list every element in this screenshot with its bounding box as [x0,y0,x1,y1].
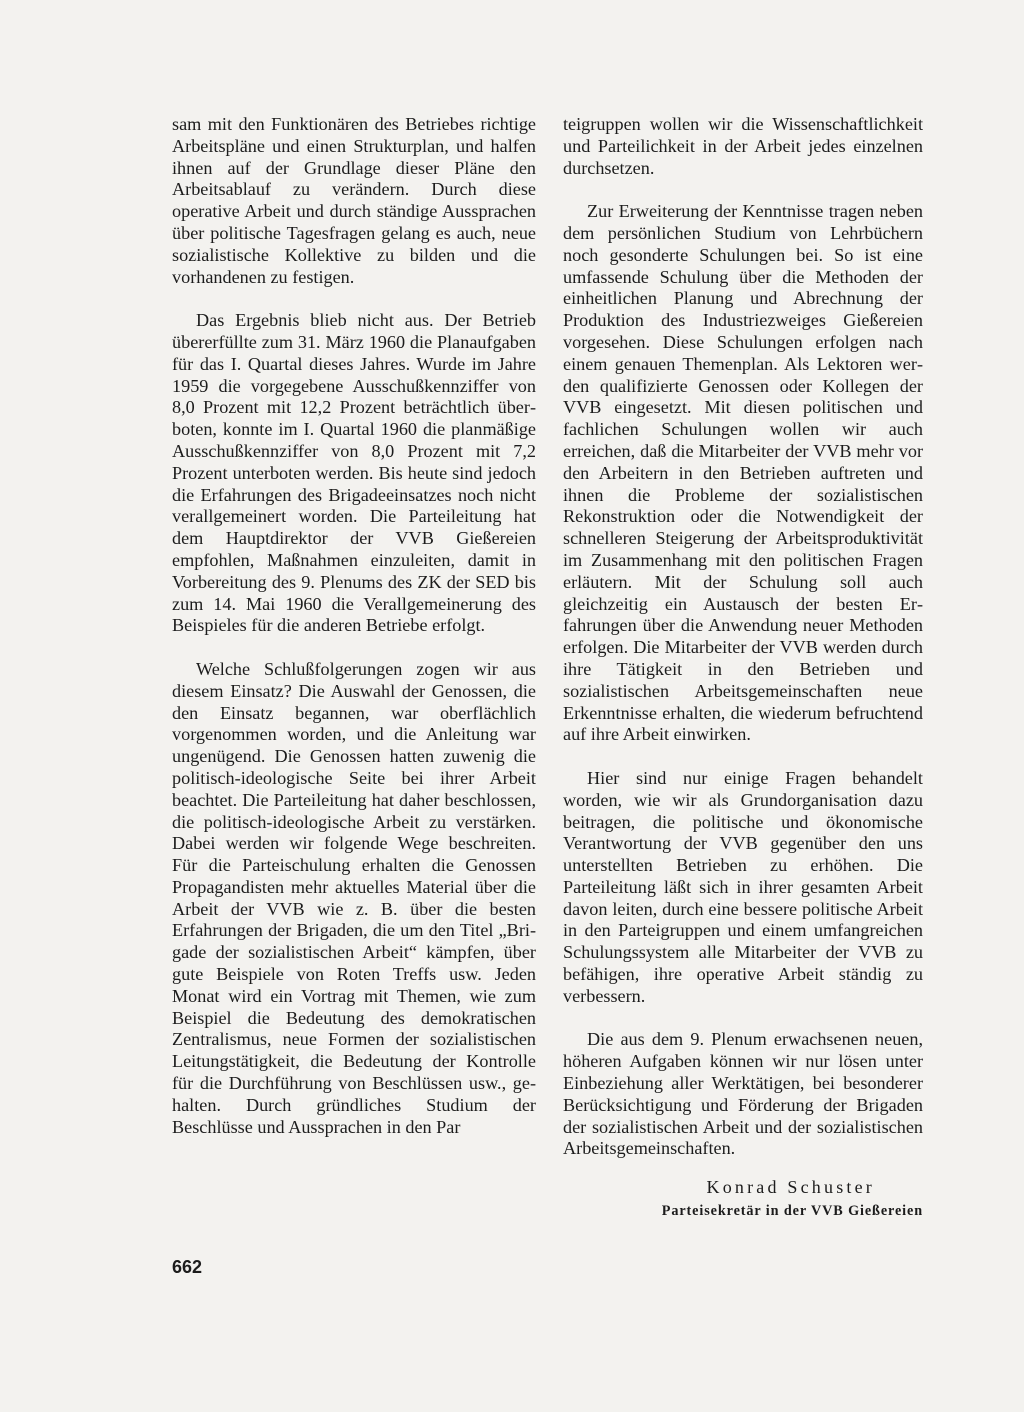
paragraph-4: teigruppen wollen wir die Wissenschaftlichkeit und Parteilichkeit in der Arbeit jedes einzelnen durchsetzen. [563,114,923,178]
paragraph-3: Welche Schlußfolgerungen zogen wir aus diesem Einsatz? Die Auswahl der Genossen, die den Einsatz begannen, war oberflächlich vorgenommen worden, und die Anleitung war ungenügend. Die Genossen hatten zuwenig die politisch-ideologische Seite bei ihrer Arbeit beachtet. Die Parteileitung hat daher beschlossen, die politisch-ideologische Arbeit zu verstärken. Dabei werden wir folgende Wege beschreiten. Für die Parteischulung erhalten die Genossen Propagandisten mehr aktuelles Material über die Arbeit der VVB wie z. B. über die besten Erfahrungen der Brigaden, die um den Titel „Brigade der sozialistischen Arbeit“ kämpfen, über gute Beispiele von Roten Treffs usw. Jeden Monat wird ein Vortrag mit Themen, wie zum Beispiel die Bedeutung des demokratischen Zentralismus, neue Formen der sozialistischen Leitungstätigkeit, die Bedeutung der Kontrolle für die Durchführung von Beschlüssen usw., gehalten. Durch gründliches Studium der Beschlüsse und Aussprachen in den Par [172,658,536,1137]
right-column [563,114,923,1221]
paragraph-2: Das Ergebnis blieb nicht aus. Der Betrieb übererfüllte zum 31. März 1960 die Planaufgaben für das I. Quartal dieses Jahres. Wurde im Jahre 1959 die vorgegebene Ausschußkennziffer von 8,0 Prozent mit 12,2 Prozent beträchtlich überboten, konnte im I. Quartal 1960 die planmäßige Ausschußkennziffer von 8,0 Prozent mit 7,2 Prozent unterboten werden. Bis heute sind jedoch die Erfahrungen des Brigadeeinsatzes noch nicht verallgemeinert worden. Die Parteileitung hat dem Hauptdirektor der VVB Gießereien empfohlen, Maßnahmen einzuleiten, damit in Vorbereitung des 9. Plenums des ZK der SED bis zum 14. Mai 1960 die Verallgemeinerung des Beispieles für die anderen Betriebe erfolgt. [172,310,536,636]
paragraph-6: Hier sind nur einige Fragen behandelt worden, wie wir als Grundorganisation dazu beitragen, die politische und ökonomische Verantwortung der VVB gegenüber den uns unterstellten Betrieben zu erhöhen. Die Parteileitung läßt sich in ihrer gesamten Arbeit davon leiten, durch eine bessere politische Arbeit in den Parteigruppen und einem umfangreichen Schulungssystem alle Mitarbeiter der VVB zu befähigen, ihre operative Arbeit ständig zu verbessern. [563,767,923,1006]
left-column [172,114,536,1138]
author-title: Parteisekretär in der VVB Gießereien [661,1203,923,1220]
paragraph-5: Zur Erweiterung der Kenntnisse tragen neben dem persönlichen Studium von Lehrbüchern noch gesonderte Schulungen bei. So ist eine umfassende Schulung über die Methoden der einheitlichen Planung und Abrechnung der Produktion des Industriezweiges Gießereien vorgesehen. Diese Schulungen erfolgen nach einem genauen Themenplan. Als Lektoren werden qualifizierte Genossen oder Kollegen der VVB eingesetzt. Mit diesen politischen und fachlichen Schulungen wollen wir auch erreichen, daß die Mitarbeiter der VVB mehr vor den Arbeitern in den Betrieben auftreten und ihnen die Probleme der sozialistischen Rekonstruktion oder die Notwendigkeit der schnelleren Steigerung der Arbeitsproduktivität im Zusammenhang mit den politischen Fragen erläutern. Mit der Schulung soll auch gleichzeitig ein Austausch der besten Erfahrungen über die Anwendung neuer Methoden erfolgen. Die Mitarbeiter der VVB werden durch ihre Tätigkeit in den Betrieben und sozialistischen Arbeitsgemeinschaften neue Erkenntnisse erhalten, die wiederum befruchtend auf ihre Arbeit einwirken. [563,201,923,745]
paragraph-1: sam mit den Funktionären des Betriebes richtige Arbeitspläne und einen Strukturplan, und halfen ihnen auf der Grundlage dieser Pläne den Arbeitsablauf zu verändern. Durch diese operative Arbeit und durch ständige Aussprachen über politische Tagesfragen gelang es auch, neue sozialistische Kollektive zu bilden und die vorhandenen zu festigen. [172,114,536,287]
author-name: Konrad Schuster [706,1177,875,1198]
page-number: 662 [172,1257,203,1277]
signature-block [563,1176,923,1221]
paragraph-7: Die aus dem 9. Plenum erwachsenen neuen, höheren Aufgaben können wir nur lösen unter Einbeziehung aller Werktätigen, bei besonderer Berücksichtigung und Förderung der Brigaden der sozialistischen Arbeit und der sozialistischen Arbeitsgemeinschaften. [563,1029,923,1159]
